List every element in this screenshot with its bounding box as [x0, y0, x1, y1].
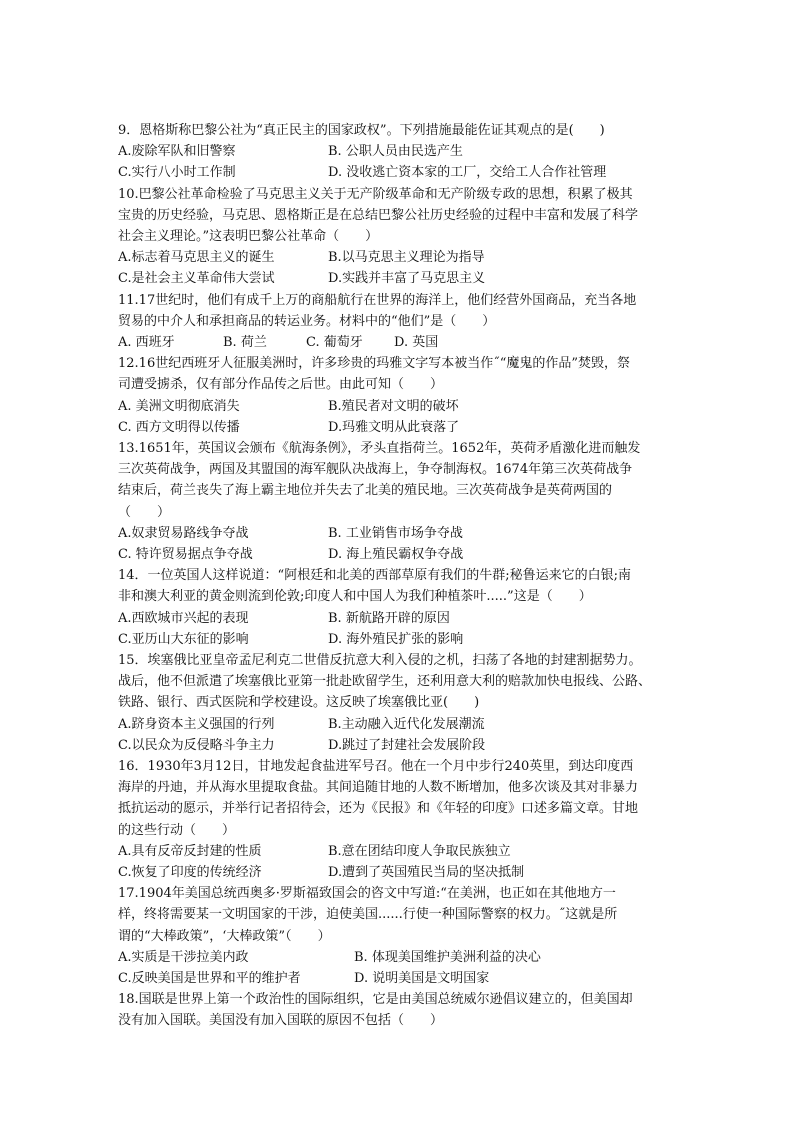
option-a: A.标志着马克思主义的诞生	[118, 250, 275, 266]
option-c: C. 特许贸易据点争夺战	[118, 547, 253, 562]
option-d: D. 说明美国是文明国家	[354, 971, 490, 986]
question-12-options-row	[118, 396, 682, 417]
option-a: A.奴隶贸易路线争夺战	[118, 525, 249, 541]
question-11-stem-line: 11.17世纪时，他们有成千上万的商船航行在世界的海洋上，他们经营外国商品，充当各地	[118, 292, 637, 308]
question-15-stem-line: 战后，他不但派遣了埃塞俄比亚第一批赴欧留学生，还利用意大利的赔款加快电报线、公路、	[118, 674, 652, 690]
question-17-stem-line: 样，终将需要某一文明国家的干涉，迫使美国......行使一种国际警察的权力。˝这就是所	[118, 907, 618, 923]
question-15-stem-line: 15．埃塞俄比亚皇帝孟尼利克二世借反抗意大利入侵的之机，扫荡了各地的封建割据势力。	[118, 653, 642, 668]
question-15-options-row	[118, 714, 682, 735]
option-a: A.实质是干涉拉美内政	[118, 949, 249, 965]
question-17-stem-line: 谓的“大棒政策”，‘大棒政策”（ ）	[118, 928, 331, 944]
question-14-options-row	[118, 629, 682, 650]
question-14-options-row	[118, 608, 682, 629]
question-10-stem-line: 宝贵的历史经验，马克思、恩格斯正是在总结巴黎公社历史经验的过程中丰富和发展了科学	[118, 207, 639, 223]
question-9-options-row	[118, 162, 682, 183]
question-10-options-row	[118, 247, 682, 268]
question-13-stem-line: 13.1651年，英国议会颁布《航海条例》，矛头直指荷兰。1652年，英荷矛盾激化进而触发	[118, 441, 641, 456]
option-b: B. 体现美国维护美洲利益的决心	[354, 949, 541, 965]
question-13-options-row	[118, 523, 682, 544]
question-9-stem-line: 9．恩格斯称巴黎公社为“真正民主的国家政权”。下列措施最能佐证其观点的是( )	[118, 123, 605, 138]
option-c: C.是社会主义革命伟大尝试	[118, 271, 275, 287]
option-d: D. 没收逃亡资本家的工厂，交给工人合作社管理	[328, 165, 607, 181]
option-a: A.废除军队和旧警察	[118, 144, 236, 160]
question-16-options-row	[118, 862, 682, 883]
question-13-options-row	[118, 544, 682, 565]
question-12-options-row	[118, 417, 682, 438]
question-13-stem-line: 三次英荷战争，两国及其盟国的海军舰队决战海上，争夺制海权。1674年第三次英荷战争	[118, 462, 633, 478]
option-b: B. 公职人员由民选产生	[328, 144, 463, 160]
option-d: D. 海上殖民霸权争夺战	[328, 547, 464, 562]
option-b: B. 工业销售市场争夺战	[328, 525, 463, 541]
option-d: D. 英国	[394, 335, 439, 350]
question-11-stem-line: 贸易的中介人和承担商品的转运业务。材料中的“他们”是（ ）	[118, 313, 496, 329]
question-17-options-row	[118, 947, 682, 968]
question-17-options-row	[118, 968, 682, 989]
question-12-stem-line: 司遭受掳杀，仅有部分作品传之后世。由此可知（ ）	[118, 377, 444, 393]
question-16-options-row	[118, 841, 682, 862]
option-b: B.主动融入近代化发展潮流	[328, 716, 485, 732]
question-18-stem-line: 没有加入国联。美国没有加入国联的原因不包括（ ）	[118, 1013, 444, 1029]
option-c: C.实行八小时工作制	[118, 165, 236, 181]
option-a: A. 美洲文明彻底消失	[118, 398, 240, 414]
question-12-stem-line: 12.16世纪西班牙人征服美洲时，许多珍贵的玛雅文字写本被当作˝“魔鬼的作品”焚毁，祭	[118, 356, 631, 372]
question-10-stem-line: 社会主义理论。”这表明巴黎公社革命（ ）	[118, 229, 379, 244]
option-c: C. 葡萄牙	[306, 335, 363, 350]
question-13-stem-line: 结束后，荷兰丧失了海上霸主地位并失去了北美的殖民地。三次英荷战争是英荷两国的	[118, 483, 613, 499]
option-b: B.意在团结印度人争取民族独立	[328, 843, 511, 859]
option-d: D.实践并丰富了马克思主义	[328, 271, 486, 287]
question-17-stem-line: 17.1904年美国总统西奥多·罗斯福致国会的咨文中写道:“在美洲，也正如在其他地方一	[118, 886, 616, 902]
option-b: B. 荷兰	[223, 335, 267, 350]
question-18-stem-line: 18.国联是世界上第一个政治性的国际组织，它是由美国总统威尔逊倡议建立的，但美国却	[118, 992, 633, 1008]
option-d: D. 海外殖民扩张的影响	[328, 631, 464, 647]
question-16-stem-line: 抵抗运动的愿示，并举行记者招待会，还为《民报》和《年轻的印度》口述多篇文章。甘地	[118, 801, 639, 817]
question-10-stem-line: 10.巴黎公社革命检验了马克思主义关于无产阶级革命和无产阶级专政的思想，积累了极其	[118, 186, 633, 202]
option-d: D.玛雅文明从此衰落了	[328, 419, 460, 435]
option-c: C.亚历山大东征的影响	[118, 631, 249, 647]
option-d: D.遭到了英国殖民当局的坚决抵制	[328, 865, 525, 880]
question-16-stem-line: 的这些行动（ ）	[118, 822, 236, 838]
question-14-stem-line: 非和澳大利亚的黄金则流到伦敦;印度人和中国人为我们种植茶叶.....”这是（ ）	[118, 589, 592, 605]
option-b: B.殖民者对文明的破坏	[328, 398, 459, 414]
question-16-stem-line: 16．1930年3月12日，甘地发起食盐进军号召。他在一个月中步行240英里，到达印度西	[118, 759, 634, 774]
question-14-stem-line: 14．一位英国人这样说道：“阿根廷和北美的西部草原有我们的牛群;秘鲁运来它的白银;南	[118, 568, 631, 584]
option-c: C.反映美国是世界和平的维护者	[118, 971, 301, 986]
option-b: B. 新航路开辟的原因	[328, 610, 450, 626]
question-15-options-row	[118, 735, 682, 756]
question-16-stem-line: 海岸的丹迪，并从海水里提取食盐。其间追随甘地的人数不断增加，他多次谈及其对非暴力	[118, 780, 639, 796]
option-d: D.跳过了封建社会发展阶段	[328, 737, 486, 753]
option-c: C. 西方文明得以传播	[118, 419, 240, 435]
option-b: B.以马克思主义理论为指导	[328, 250, 485, 266]
question-9-options-row	[118, 141, 682, 162]
option-a: A.西欧城市兴起的表现	[118, 610, 249, 626]
question-13-stem-line: （ ）	[118, 504, 171, 520]
option-a: A.具有反帝反封建的性质	[118, 843, 262, 859]
question-15-stem-line: 铁路、银行、西式医院和学校建设。这反映了埃塞俄比亚( )	[118, 695, 480, 711]
question-11-options-row	[118, 332, 682, 353]
question-10-options-row	[118, 268, 682, 289]
option-c: C.恢复了印度的传统经济	[118, 865, 262, 880]
option-a: A. 西班牙	[118, 335, 175, 350]
option-a: A.跻身资本主义强国的行列	[118, 716, 275, 732]
option-c: C.以民众为反侵略斗争主力	[118, 737, 275, 753]
